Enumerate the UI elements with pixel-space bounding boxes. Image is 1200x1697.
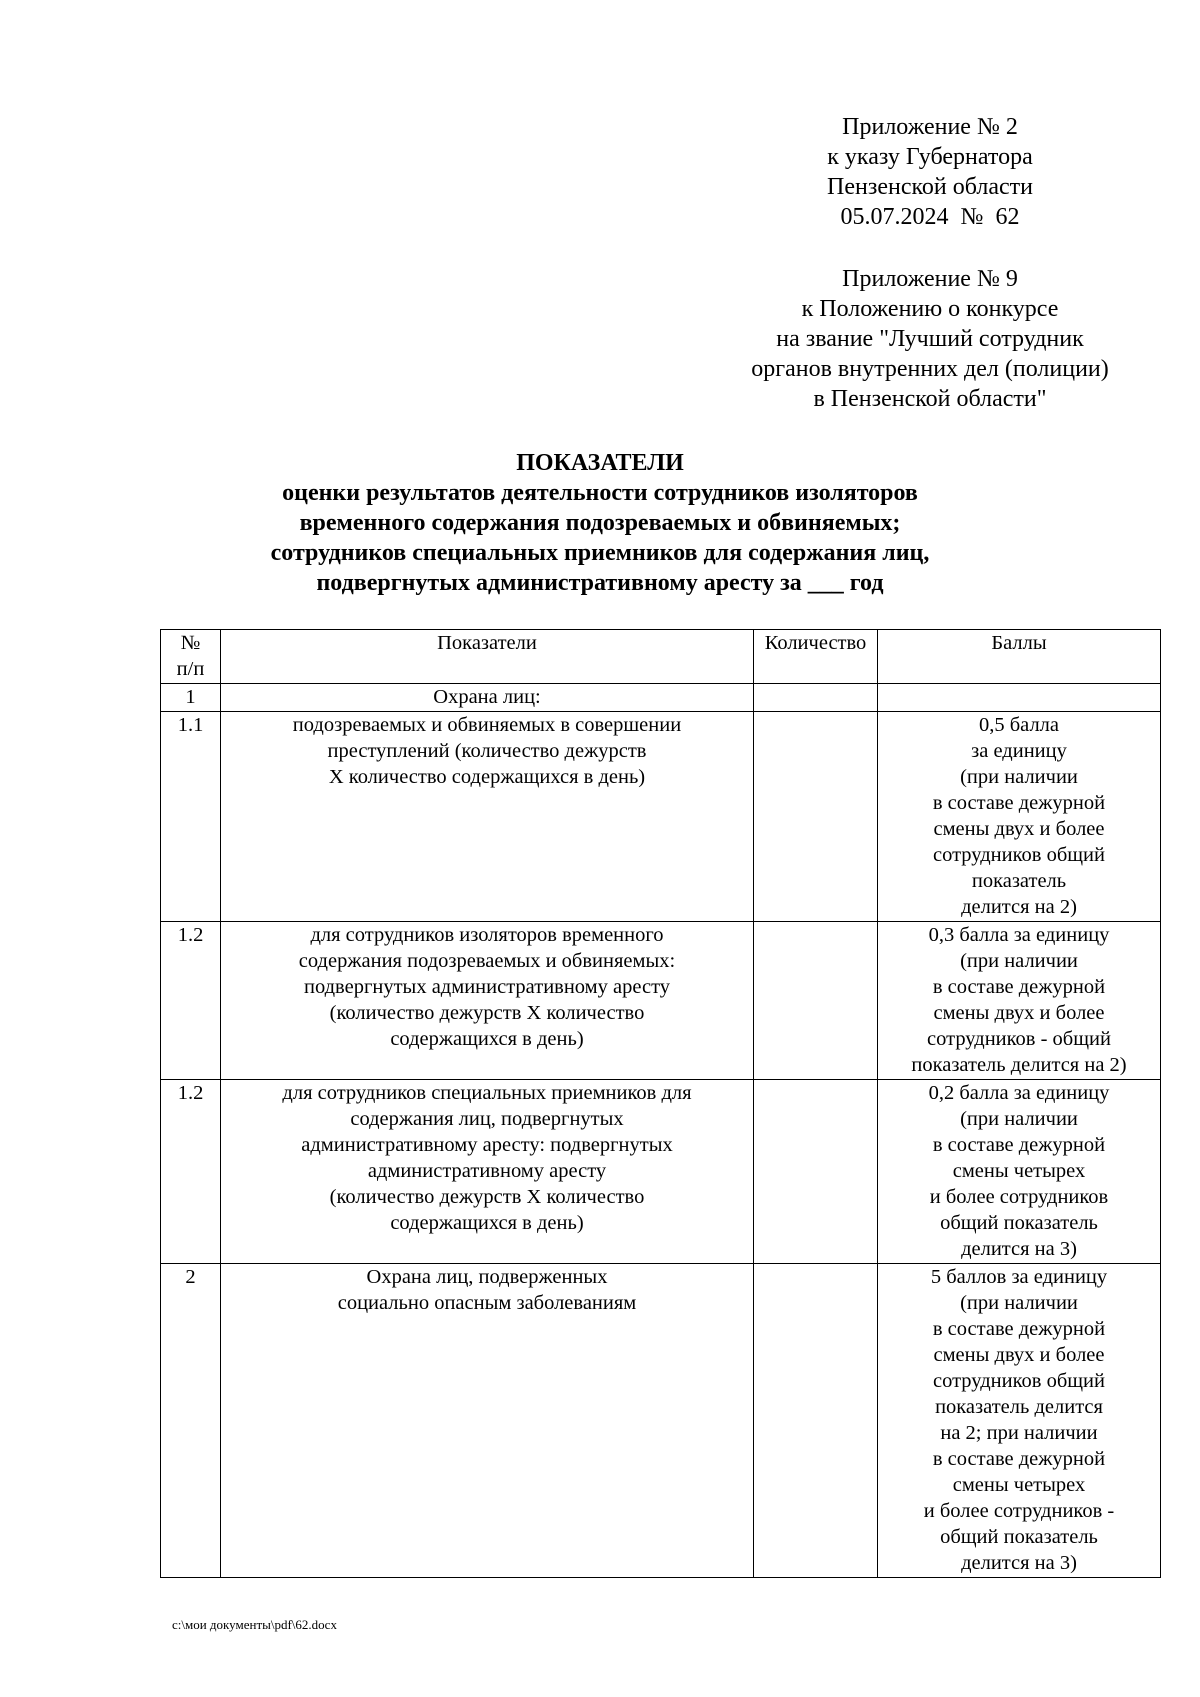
row-indicator-line: для сотрудников специальных приемников для <box>282 1082 692 1104</box>
document-title <box>100 448 1100 598</box>
header-quantity-line: Количество <box>764 632 867 654</box>
table-row <box>161 712 1161 922</box>
row-number-cell <box>161 922 221 1080</box>
table-body <box>161 684 1161 1578</box>
appendix-9-line: на звание "Лучший сотрудник <box>776 326 1084 352</box>
row-points-line: делится на 2) <box>961 896 1077 918</box>
row-points-line: на 2; при наличии <box>940 1422 1098 1444</box>
row-points-line: в составе дежурной <box>932 1318 1106 1340</box>
appendix-9-line: к Положению о конкурсе <box>801 296 1059 322</box>
row-indicator-cell <box>221 922 754 1080</box>
row-indicator-cell <box>221 684 754 712</box>
row-points-line: смены четырех <box>952 1474 1086 1496</box>
row-indicator-line: для сотрудников изоляторов временного <box>310 924 664 946</box>
row-quantity-cell <box>754 922 878 1080</box>
row-indicator-cell <box>221 1080 754 1264</box>
row-number-cell <box>161 684 221 712</box>
row-points-line: делится на 3) <box>961 1552 1077 1574</box>
row-indicator-line: (количество дежурств Х количество <box>329 1186 645 1208</box>
row-number-cell <box>161 712 221 922</box>
appendix-2-date-number: 05.07.2024 № 62 <box>840 204 1020 230</box>
table-row <box>161 1080 1161 1264</box>
row-points-cell <box>878 712 1161 922</box>
row-number: 1.1 <box>177 714 204 736</box>
row-points-line: 0,2 балла за единицу <box>928 1082 1110 1104</box>
appendix-9-line: Приложение № 9 <box>842 266 1018 292</box>
header-number-line: № <box>180 632 201 654</box>
row-points-line: в составе дежурной <box>932 976 1106 998</box>
row-points-line: показатель <box>971 870 1067 892</box>
header-number-line: п/п <box>176 658 205 680</box>
row-indicator-line: административному аресту <box>367 1160 607 1182</box>
row-points-line: в составе дежурной <box>932 792 1106 814</box>
title-subtitle-line: подвергнутых административному аресту за ___ год <box>316 570 884 596</box>
appendix-9-header <box>660 264 1200 414</box>
appendix-2-line: Пензенской области <box>827 174 1033 200</box>
row-indicator-line: административному аресту: подвергнутых <box>301 1134 673 1156</box>
table-row <box>161 1264 1161 1578</box>
row-indicator-line: содержания лиц, подвергнутых <box>350 1108 624 1130</box>
header-indicators <box>221 630 754 684</box>
row-points-line: и более сотрудников - <box>923 1500 1115 1522</box>
row-quantity-cell <box>754 712 878 922</box>
row-points-line: за единицу <box>971 740 1067 762</box>
row-number: 2 <box>185 1266 196 1288</box>
row-points-cell <box>878 922 1161 1080</box>
header-points <box>878 630 1161 684</box>
row-indicator-cell <box>221 1264 754 1578</box>
row-points-line: 0,3 балла за единицу <box>928 924 1110 946</box>
header-quantity <box>754 630 878 684</box>
row-indicator-line: содержания подозреваемых и обвиняемых: <box>298 950 676 972</box>
row-points-line: сотрудников общий <box>933 844 1105 866</box>
title-subtitle-line: временного содержания подозреваемых и обвиняемых; <box>299 510 901 536</box>
row-points-line: смены двух и более <box>933 1344 1105 1366</box>
row-points-line: смены четырех <box>952 1160 1086 1182</box>
row-number: 1.2 <box>177 1082 204 1104</box>
appendix-2-header <box>660 112 1200 232</box>
table-row <box>161 922 1161 1080</box>
table-header-row <box>161 630 1161 684</box>
row-points-line: (при наличии <box>960 1108 1078 1130</box>
row-quantity-cell <box>754 684 878 712</box>
row-indicator-cell <box>221 712 754 922</box>
header-indicators-line: Показатели <box>437 632 537 654</box>
row-points-line: смены двух и более <box>933 1002 1105 1024</box>
row-points-line: в составе дежурной <box>932 1448 1106 1470</box>
row-indicator-line: Охрана лиц: <box>433 686 541 708</box>
row-number-cell <box>161 1264 221 1578</box>
row-points-line: делится на 3) <box>961 1238 1077 1260</box>
row-points-cell <box>878 1080 1161 1264</box>
row-indicator-line: подвергнутых административному аресту <box>303 976 671 998</box>
row-indicator-line: содержащихся в день) <box>390 1028 584 1050</box>
row-indicator-line: Х количество содержащихся в день) <box>328 766 646 788</box>
row-points-line: показатель делится на 2) <box>911 1054 1127 1076</box>
title-subtitle-line: оценки результатов деятельности сотрудников изоляторов <box>282 480 918 506</box>
row-points-line: (при наличии <box>960 950 1078 972</box>
title-subtitle-line: сотрудников специальных приемников для содержания лиц, <box>270 540 930 566</box>
appendix-9-line: органов внутренних дел (полиции) <box>751 356 1109 382</box>
row-points-line: общий показатель <box>940 1526 1098 1548</box>
row-indicator-line: преступлений (количество дежурств <box>327 740 647 762</box>
row-points-line: и более сотрудников <box>929 1186 1109 1208</box>
row-points-line: сотрудников - общий <box>927 1028 1111 1050</box>
row-points-line: сотрудников общий <box>933 1370 1105 1392</box>
row-quantity-cell <box>754 1080 878 1264</box>
file-path-footer: c:\мои документы\pdf\62.docx <box>172 1617 337 1632</box>
table-row <box>161 684 1161 712</box>
row-points-line: в составе дежурной <box>932 1134 1106 1156</box>
row-points-line: показатель делится <box>935 1396 1103 1418</box>
row-indicator-line: Охрана лиц, подверженных <box>366 1266 608 1288</box>
header-number <box>161 630 221 684</box>
row-indicator-line: социально опасным заболеваниям <box>337 1292 637 1314</box>
row-number: 1 <box>185 686 196 708</box>
header-points-line: Баллы <box>991 632 1047 654</box>
row-indicator-line: содержащихся в день) <box>390 1212 584 1234</box>
title-heading: ПОКАЗАТЕЛИ <box>516 450 684 476</box>
row-points-line: (при наличии <box>960 766 1078 788</box>
row-points-line: 0,5 балла <box>978 714 1060 736</box>
indicators-table <box>160 629 1161 1578</box>
row-points-line: 5 баллов за единицу <box>930 1266 1108 1288</box>
row-points-cell <box>878 1264 1161 1578</box>
row-number: 1.2 <box>177 924 204 946</box>
row-quantity-cell <box>754 1264 878 1578</box>
appendix-9-line: в Пензенской области" <box>813 386 1047 412</box>
row-points-line: общий показатель <box>940 1212 1098 1234</box>
row-points-line: (при наличии <box>960 1292 1078 1314</box>
row-points-line: смены двух и более <box>933 818 1105 840</box>
appendix-2-line: Приложение № 2 <box>842 114 1018 140</box>
row-indicator-line: подозреваемых и обвиняемых в совершении <box>292 714 682 736</box>
row-indicator-line: (количество дежурств Х количество <box>329 1002 645 1024</box>
row-points-cell <box>878 684 1161 712</box>
appendix-2-line: к указу Губернатора <box>827 144 1033 170</box>
row-number-cell <box>161 1080 221 1264</box>
